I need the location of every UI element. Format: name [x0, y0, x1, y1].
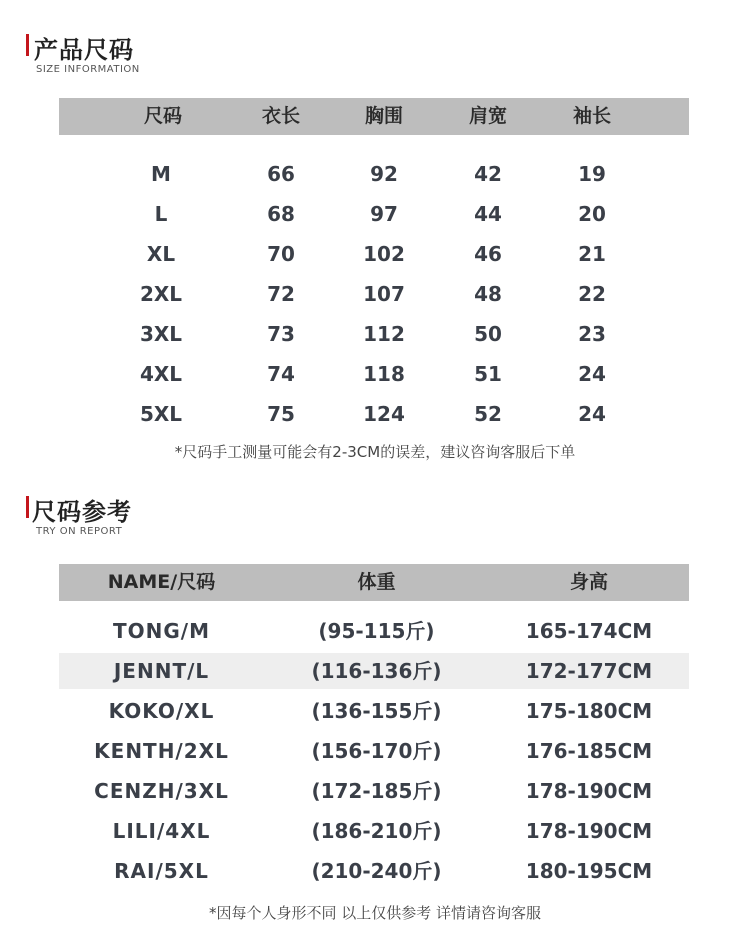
table-row	[59, 813, 689, 849]
table-row	[59, 236, 689, 272]
sleeve-cell: 22	[578, 282, 606, 306]
height-cell: 175-180CM	[525, 699, 653, 723]
length-cell: 74	[267, 362, 295, 386]
length-cell: 75	[267, 402, 295, 426]
table-row	[59, 773, 689, 809]
shoulder-cell: 50	[474, 322, 502, 346]
weight-cell: (186-210斤)	[311, 819, 442, 843]
shoulder-cell: 52	[474, 402, 502, 426]
size-table-header	[59, 98, 689, 135]
chest-cell: 92	[370, 162, 398, 186]
shoulder-cell: 42	[474, 162, 502, 186]
accent-bar	[26, 496, 29, 518]
size-cell: 5XL	[139, 402, 183, 426]
table-row	[59, 156, 689, 192]
weight-cell: (136-155斤)	[311, 699, 442, 723]
length-cell: 72	[267, 282, 295, 306]
sleeve-cell: 24	[578, 362, 606, 386]
reference-note: *因每个人身形不同 以上仅供参考 详情请咨询客服	[208, 904, 542, 922]
sleeve-cell: 20	[578, 202, 606, 226]
measurement-note: *尺码手工测量可能会有2-3CM的误差，建议咨询客服后下单	[174, 443, 576, 461]
section-title: 产品尺码	[34, 36, 134, 64]
size-cell: M	[151, 162, 171, 186]
name-size-cell: JENNT/L	[113, 659, 210, 683]
table-row	[59, 356, 689, 392]
shoulder-cell: 44	[474, 202, 502, 226]
name-size-cell: TONG/M	[112, 619, 210, 643]
column-header: 体重	[357, 571, 396, 593]
chest-cell: 97	[370, 202, 398, 226]
name-size-cell: CENZH/3XL	[94, 779, 229, 803]
table-row	[59, 316, 689, 352]
weight-cell: (116-136斤)	[311, 659, 442, 683]
size-cell: 3XL	[139, 322, 183, 346]
shoulder-cell: 51	[474, 362, 502, 386]
table-row	[59, 693, 689, 729]
column-header: 肩宽	[468, 105, 507, 127]
column-header: 胸围	[364, 105, 403, 127]
name-size-cell: LILI/4XL	[112, 819, 211, 843]
sleeve-cell: 19	[578, 162, 606, 186]
length-cell: 73	[267, 322, 295, 346]
chest-cell: 124	[363, 402, 405, 426]
chest-cell: 107	[363, 282, 405, 306]
table-row	[59, 276, 689, 312]
table-row	[59, 653, 689, 689]
height-cell: 178-190CM	[525, 819, 653, 843]
column-header: 尺码	[143, 105, 182, 127]
name-size-cell: RAI/5XL	[114, 859, 209, 883]
shoulder-cell: 46	[474, 242, 502, 266]
table-row	[59, 196, 689, 232]
name-size-cell: KENTH/2XL	[94, 739, 229, 763]
section-subtitle: TRY ON REPORT	[36, 526, 123, 537]
sleeve-cell: 24	[578, 402, 606, 426]
height-cell: 178-190CM	[525, 779, 653, 803]
name-size-cell: KOKO/XL	[108, 699, 215, 723]
section-subtitle: SIZE INFORMATION	[36, 64, 140, 75]
column-header: 袖长	[572, 105, 611, 127]
size-cell: 4XL	[139, 362, 183, 386]
size-cell: 2XL	[139, 282, 183, 306]
table-row	[59, 733, 689, 769]
height-cell: 172-177CM	[525, 659, 653, 683]
length-cell: 70	[267, 242, 295, 266]
accent-bar	[26, 34, 29, 56]
length-cell: 68	[267, 202, 295, 226]
height-cell: 180-195CM	[525, 859, 653, 883]
chest-cell: 102	[363, 242, 405, 266]
length-cell: 66	[267, 162, 295, 186]
weight-cell: (95-115斤)	[318, 619, 435, 643]
column-header: 衣长	[261, 105, 300, 127]
weight-cell: (210-240斤)	[311, 859, 442, 883]
chest-cell: 118	[363, 362, 405, 386]
size-cell: L	[154, 202, 168, 226]
sleeve-cell: 21	[578, 242, 606, 266]
table-row	[59, 853, 689, 889]
table-row	[59, 613, 689, 649]
height-cell: 165-174CM	[525, 619, 653, 643]
weight-cell: (172-185斤)	[311, 779, 442, 803]
chest-cell: 112	[363, 322, 405, 346]
height-cell: 176-185CM	[525, 739, 653, 763]
weight-cell: (156-170斤)	[311, 739, 442, 763]
shoulder-cell: 48	[474, 282, 502, 306]
column-header: 身高	[569, 571, 608, 593]
size-cell: XL	[146, 242, 176, 266]
tryon-table-header	[59, 564, 689, 601]
section-title: 尺码参考	[32, 498, 132, 526]
sleeve-cell: 23	[578, 322, 606, 346]
column-header: NAME/尺码	[107, 571, 216, 593]
table-row	[59, 396, 689, 432]
